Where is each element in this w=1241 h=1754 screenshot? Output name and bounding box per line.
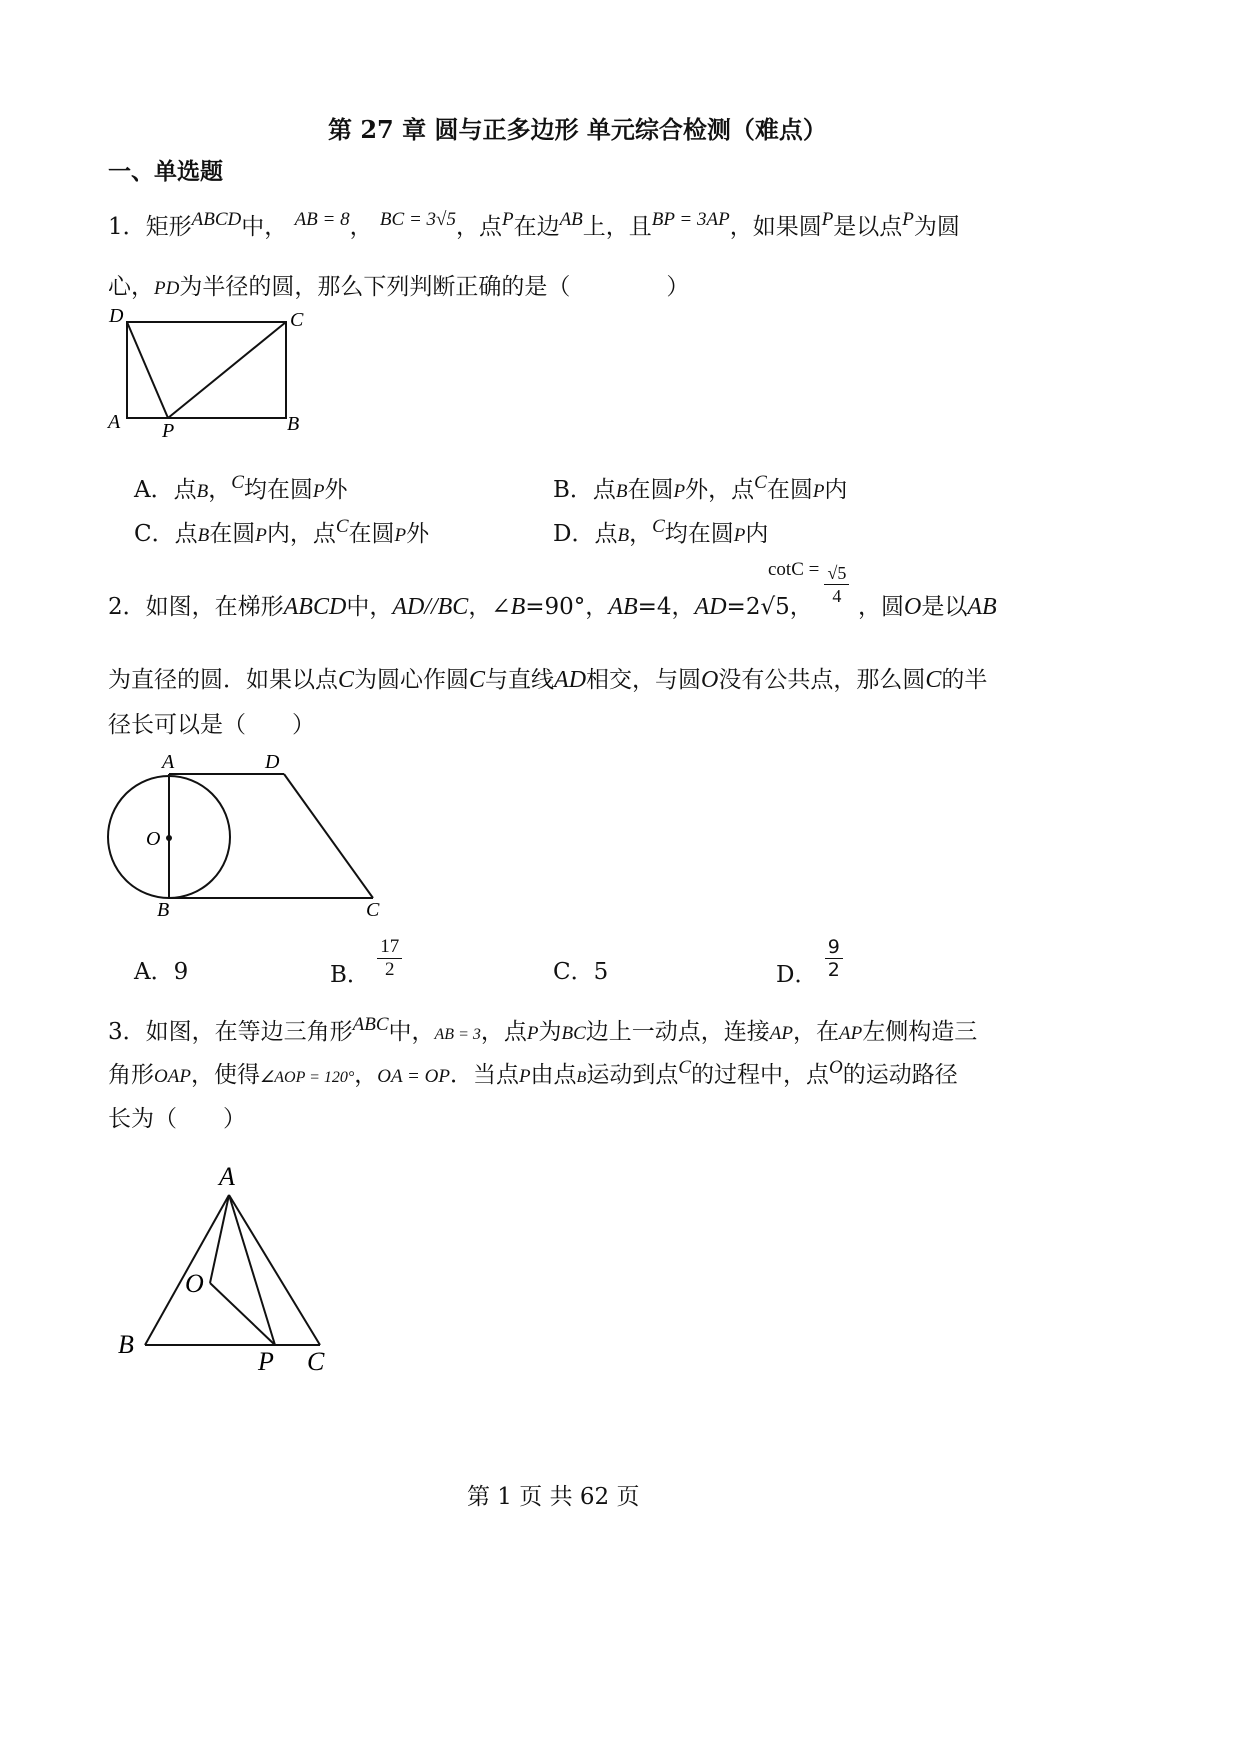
label-d: D — [265, 751, 280, 773]
label-o: O — [146, 828, 161, 850]
segment-ao — [210, 1195, 229, 1283]
q2-cot-expression: cotC = $\frac{√5}{4}$ — [768, 562, 849, 607]
page-title: 第 27 章 圆与正多边形 单元综合检测（难点） — [328, 115, 827, 144]
label-c: C — [290, 309, 304, 331]
q1-option-a[interactable]: A．点B，$^C$均在圆P外 — [134, 472, 348, 503]
q2-option-a[interactable]: A．9 — [134, 959, 189, 985]
q2-line1: 2．如图，在梯形ABCD中，AD//BC，∠B=90°，AB=4，AD=2√5， — [108, 594, 813, 620]
label-a: A — [108, 411, 121, 433]
label-d: D — [109, 305, 124, 327]
q1-line2: 心，PD为半径的圆，那么下列判断正确的是（ ） — [108, 274, 690, 300]
q2-option-d[interactable]: D． $\frac{9}{2}$ — [776, 936, 843, 981]
q1-figure-rectangle — [100, 300, 320, 440]
label-a: A — [219, 1162, 235, 1191]
page-footer: 第 1 页 共 62 页 — [467, 1484, 640, 1510]
segment-dc — [284, 774, 373, 898]
label-p: P — [162, 420, 175, 440]
label-a: A — [162, 751, 175, 773]
q2-line2: 为直径的圆．如果以点C为圆心作圆C与直线AD相交，与圆O没有公共点，那么圆C的半 — [108, 667, 988, 693]
label-p: P — [258, 1347, 274, 1376]
label-c: C — [366, 899, 380, 921]
q2-option-b[interactable]: B． $\frac{17}{2}$ — [330, 936, 402, 981]
q3-figure-triangle — [100, 1155, 350, 1385]
label-o: O — [185, 1269, 204, 1298]
q1-option-d[interactable]: D．点B，$^C$均在圆P内 — [553, 516, 769, 547]
q2-option-c[interactable]: C．5 — [553, 959, 609, 985]
label-b: B — [287, 413, 300, 435]
q2-line1-tail: ，圆O是以AB — [858, 594, 997, 620]
q1-option-b[interactable]: B．点B在圆P外，点$^C$在圆P内 — [553, 472, 848, 503]
q2-figure-trapezoid — [100, 748, 400, 923]
q3-line1: 3．如图，在等边三角形$^{ABC}$中，AB = 3，点P为BC边上一动点，连接AP，在AP左侧构造三 — [108, 1014, 978, 1045]
q1-option-c[interactable]: C．点B在圆P内，点$^C$在圆P外 — [134, 516, 430, 547]
rect-abcd — [127, 322, 286, 418]
q3-line2: 角形OAP，使得∠AOP = 120°，OA = OP．当点P由点B运动到点$^C$的过程中，点$^O$的运动路径 — [108, 1057, 958, 1088]
q1-line1: 1．矩形$^{ABCD}$中， $^{AB = 8}$， $^{BC = 3√5}$，点$^P$在边$^{AB}$上，且$^{BP = 3AP}$，如果圆$^P$是以点$^P$为圆 — [108, 209, 960, 240]
section-heading: 一、单选题 — [108, 158, 223, 185]
segment-ac — [229, 1195, 320, 1345]
q2-line3: 径长可以是（ ） — [108, 712, 315, 738]
label-c: C — [307, 1347, 325, 1376]
label-b: B — [157, 899, 170, 921]
segment-pc — [168, 322, 286, 418]
label-b: B — [118, 1330, 134, 1359]
segment-pd — [127, 322, 168, 418]
center-dot-o — [166, 835, 172, 841]
q3-line3: 长为（ ） — [108, 1106, 246, 1132]
